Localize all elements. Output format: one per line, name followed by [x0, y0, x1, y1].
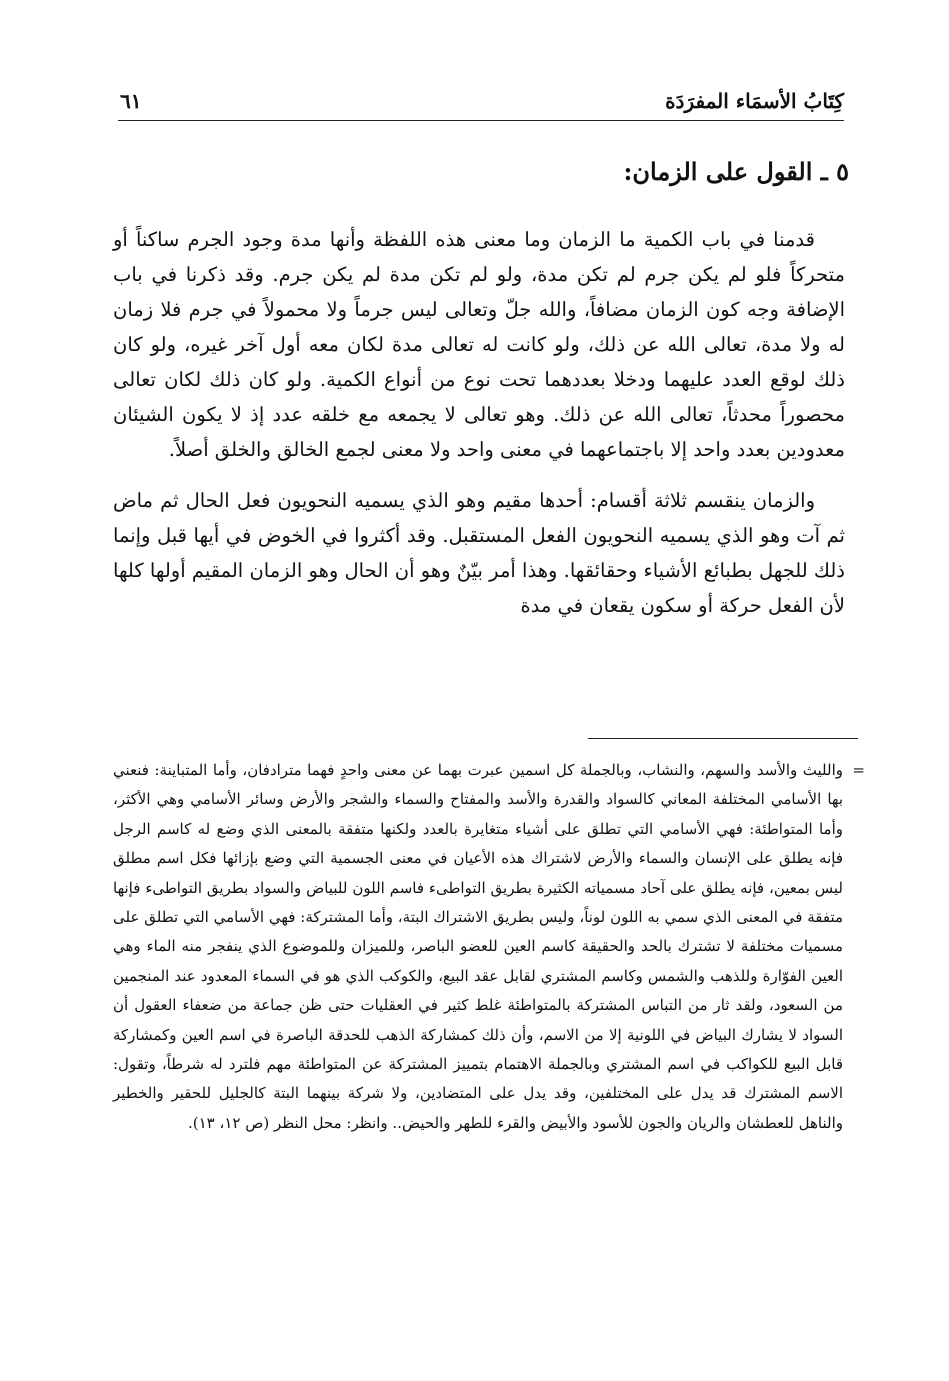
footnote: [113, 756, 865, 1138]
main-text: [113, 222, 845, 623]
footnote-text: والليث والأسد والسهم، والنشاب، وبالجملة كل اسمين عبرت بهما عن معنى واحدٍ فهما مترادفان، وأما المتباينة: فنعني بها الأسامي المختلفة المعاني كالسواد والقدرة والأسد والمفتاح والسماء والشجر والأرض وسائر الأسامي وهي الأكثر، وأما المتواطئة: فهي الأسامي التي تطلق على أشياء متغايرة بالعدد ولكنها متفقة بالمعنى الذي وضع له كاسم الرجل فإنه يطلق على الإنسان والسماء والأرض لاشتراك هذه الأعيان في معنى الجسمية التي وضع بإزائها فكل اسم مطلق ليس بمعين، فإنه يطلق على آحاد مسمياته الكثيرة بطريق التواطىء فاسم اللون للبياض والسواد بطريق التواطىء فإنها متفقة في المعنى الذي سمي به اللون لوناً، وليس بطريق الاشتراك البتة، وأما المشتركة: فهي الأسامي التي تطلق على مسميات مختلفة لا تشترك بالحد والحقيقة كاسم العين للعضو الباصر، وللميزان وللموضوع الذي ينفجر منه الماء وهي العين الفوّارة وللذهب والشمس وكاسم المشتري لقابل عقد البيع، والكوكب الذي هو في السماء المعدود عند المنجمين من السعود، ولقد ثار من التباس المشتركة بالمتواطئة غلط كثير في العقليات حتى ظن جماعة من ضعفاء العقول أن السواد لا يشارك البياض في اللونية إلا من الاسم، وأن ذلك كمشاركة الذهب للحدقة الباصرة في اسم العين وكمشاركة قابل البيع للكواكب في اسم المشتري وبالجملة الاهتمام بتمييز المشتركة عن المتواطئة مهم فلترد له شرطاً، وتقول: الاسم المشترك قد يدل على المختلفين، وقد يدل على المتضادين، ولا شركة بينهما البتة كالجليل للحقير والخطير والناهل للعطشان والريان والجون للأسود والأبيض والقرء للطهر والحيض.. وانظر: محل النظر (ص ١٢، ١٣).: [113, 761, 844, 1132]
section-heading: ٥ ـ القول على الزمان:: [623, 157, 849, 186]
body-paragraph: قدمنا في باب الكمية ما الزمان وما معنى هذه اللفظة وأنها مدة وجود الجرم ساكناً أو متحركاً فلو لم يكن جرم لم تكن مدة، ولو لم تكن مدة لم يكن جرم. وقد ذكرنا في باب الإضافة وجه كون الزمان مضافاً، والله جلّ وتعالى ليس جرماً ولا محمولاً في جرم فلا زمان له ولا مدة، تعالى الله عن ذلك، ولو كانت له تعالى مدة لكان معه أول آخر غيره، ولو كان ذلك لوقع العدد عليهما ودخلا بعددهما تحت نوع من أنواع الكمية. ولو كان ذلك لكان تعالى محصوراً محدثاً، تعالى الله عن ذلك. وهو تعالى لا يجمعه مع خلقه عدد إذ لا يكون الشيئان معدودين بعدد واحد إلا باجتماعهما في معنى واحد ولا معنى لجمع الخالق والخلق أصلاً.: [113, 228, 845, 461]
footnote-divider: [588, 738, 858, 739]
running-header: [118, 86, 844, 121]
footnote-continuation-mark: =: [852, 761, 865, 779]
book-title: كِتَابُ الأسمَاء المفرَدَة: [665, 89, 844, 113]
body-paragraph: والزمان ينقسم ثلاثة أقسام: أحدها مقيم وهو الذي يسميه النحويون فعل الحال ثم ماض ثم آت وهو الذي يسميه النحويون الفعل المستقبل. وقد أكثروا في الخوض في أيها قبل وإنما ذلك للجهل بطبائع الأشياء وحقائقها. وهذا أمر بيّنٌ وهو أن الحال وهو الزمان المقيم أولها كلها لأن الفعل حركة أو سكون يقعان في مدة: [113, 489, 845, 617]
page-number: ٦١: [120, 89, 142, 113]
